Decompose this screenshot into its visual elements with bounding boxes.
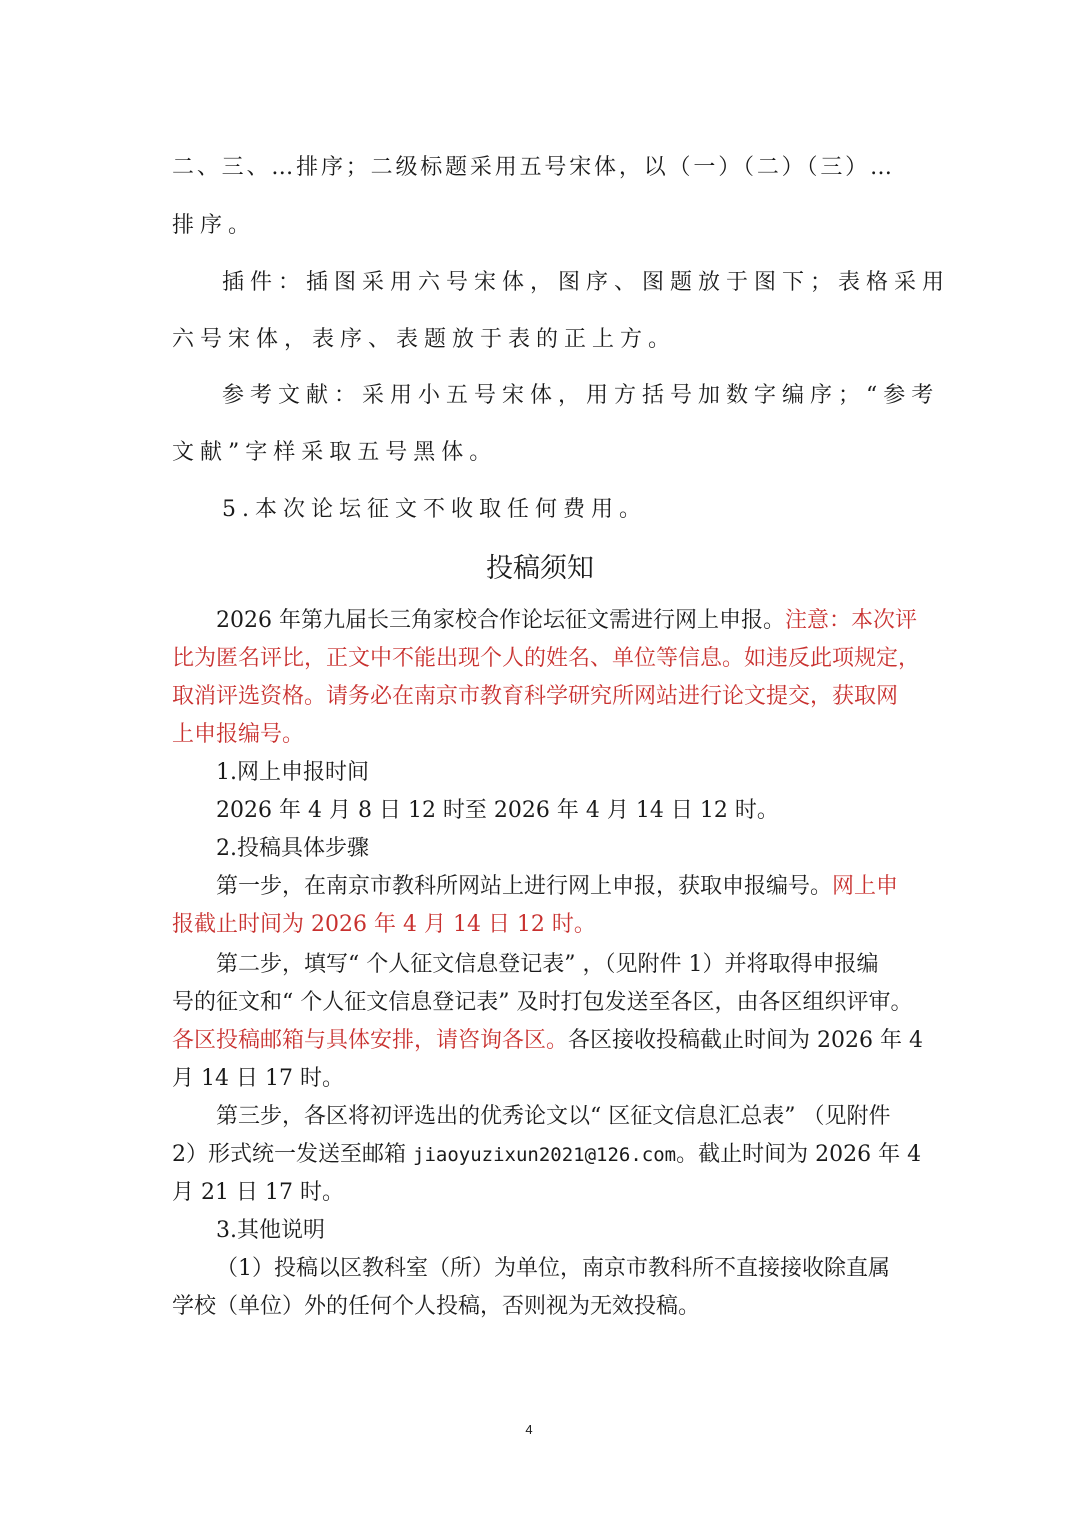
step3-deadline: 。截止时间为 2026 年 4 <box>676 1142 922 1167</box>
section-title: 投稿须知 <box>486 553 594 584</box>
paragraph-line <box>172 1026 923 1056</box>
paragraph-line <box>172 1140 921 1170</box>
paragraph-line: 第三步，各区将初评选出的优秀论文以“ 区征文信息汇总表” （见附件 <box>216 1104 891 1129</box>
paragraph-line: 参考文献：采用小五号宋体，用方括号加数字编序；“参考 <box>222 383 940 408</box>
paragraph-line <box>216 606 917 636</box>
paragraph-line <box>216 872 898 902</box>
paragraph-line: 六号宋体，表序、表题放于表的正上方。 <box>172 327 677 352</box>
step3-text: 2）形式统一发送至邮箱 <box>172 1142 413 1167</box>
district-note: 各区投稿邮箱与具体安排，请咨询各区。 <box>172 1028 569 1053</box>
paragraph-line: 2026 年 4 月 8 日 12 时至 2026 年 4 月 14 日 12 时。 <box>216 798 779 823</box>
paragraph-line: 第二步，填写“ 个人征文信息登记表” ，（见附件 1）并将取得申报编 <box>216 952 879 977</box>
paragraph-line: 5.本次论坛征文不收取任何费用。 <box>222 497 647 522</box>
paragraph-line: 文献”字样采取五号黑体。 <box>172 440 498 465</box>
step1-deadline: 网上申 <box>832 874 899 899</box>
subheading: 1.网上申报时间 <box>216 760 369 785</box>
warning-line: 上申报编号。 <box>172 722 305 747</box>
step1-text: 第一步，在南京市教科所网站上进行网上申报，获取申报编号。 <box>216 874 833 899</box>
paragraph-line: 学校（单位）外的任何个人投稿，否则视为无效投稿。 <box>172 1294 701 1319</box>
page-number: 4 <box>525 1422 533 1437</box>
paragraph-line: 月 21 日 17 时。 <box>172 1180 344 1205</box>
paragraph-line: 二、三、…排序；二级标题采用五号宋体，以（一）（二）（三）… <box>172 155 892 180</box>
paragraph-line: 号的征文和“ 个人征文信息登记表” 及时打包发送至各区，由各区组织评审。 <box>172 990 913 1015</box>
warning-line: 取消评选资格。请务必在南京市教育科学研究所网站进行论文提交，获取网 <box>172 684 899 709</box>
paragraph-line: 插件：插图采用六号宋体，图序、图题放于图下；表格采用 <box>222 270 951 295</box>
district-deadline: 各区接收投稿截止时间为 2026 年 4 <box>568 1028 923 1053</box>
subheading: 2.投稿具体步骤 <box>216 836 369 861</box>
subheading: 3.其他说明 <box>216 1218 325 1243</box>
paragraph-line: 月 14 日 17 时。 <box>172 1066 344 1091</box>
warning-line: 比为匿名评比，正文中不能出现个人的姓名、单位等信息。如违反此项规定， <box>172 646 921 671</box>
paragraph-line: （1）投稿以区教科室（所）为单位，南京市教科所不直接接收除直属 <box>216 1256 890 1281</box>
intro-text: 2026 年第九届长三角家校合作论坛征文需进行网上申报。 <box>216 608 785 633</box>
paragraph-line: 排序。 <box>172 213 257 238</box>
deadline-line: 报截止时间为 2026 年 4 月 14 日 12 时。 <box>172 912 596 937</box>
email-address: jiaoyuzixun2021@126.com <box>413 1144 677 1166</box>
intro-warning: 注意：本次评 <box>784 608 917 633</box>
